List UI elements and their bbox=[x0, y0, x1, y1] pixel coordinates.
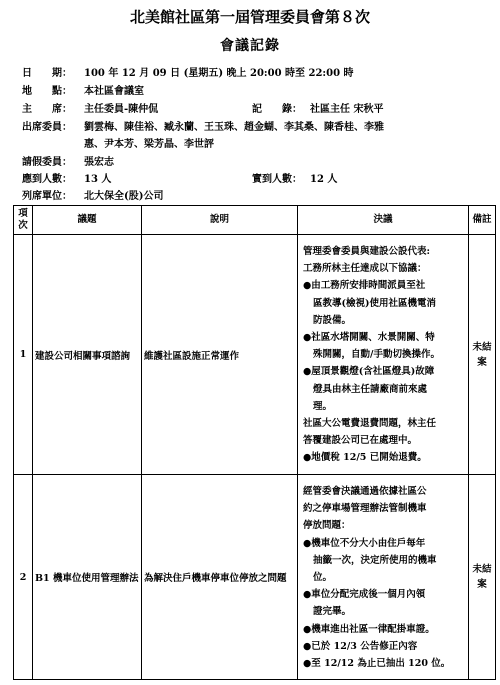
header-no: 項次 bbox=[14, 206, 33, 235]
decision-line: 工務所林主任達成以下協議： bbox=[303, 263, 427, 275]
recorder-value: 社區主任 宋秋平 bbox=[310, 104, 384, 115]
header-desc: 說明 bbox=[142, 206, 298, 235]
date-value: 100 年 12 月 09 日 (星期五) 晚上 20:00 時至 22:00 時 bbox=[84, 68, 354, 79]
attend-unit-value: 北大保全(股)公司 bbox=[84, 191, 164, 202]
decision-line: 證完畢。 bbox=[313, 606, 352, 618]
row-note: 未結案 bbox=[469, 235, 496, 475]
table-row bbox=[14, 235, 496, 475]
document-title: 北美館社區第一屆管理委員會第８次 bbox=[129, 8, 370, 26]
row-topic: B1 機車位使用管理辦法 bbox=[33, 475, 142, 680]
attendees-line2: 惠、尹本芳、梁芳晶、李世評 bbox=[84, 139, 214, 150]
attendees-label: 出席委員： bbox=[22, 122, 72, 133]
decision-line: 燈具由林主任請廠商前來處 bbox=[313, 383, 428, 395]
actual-row bbox=[252, 172, 337, 188]
decision-line: ●已於 12/3 公告修正內容 bbox=[303, 640, 418, 652]
place-value: 本社區會議室 bbox=[84, 86, 144, 97]
header-topic: 議題 bbox=[33, 206, 142, 235]
date-label: 日 期： bbox=[22, 68, 72, 79]
expected-value: 13 人 bbox=[84, 174, 112, 185]
row-decision bbox=[298, 235, 469, 475]
minutes-table bbox=[13, 205, 496, 680]
document-subtitle: 會議記錄 bbox=[220, 38, 280, 54]
row-desc: 為解決住戶機車停車位停放之問題 bbox=[142, 475, 298, 680]
attendees-row bbox=[22, 120, 84, 136]
attend-unit-label: 列席單位： bbox=[22, 191, 72, 202]
decision-line: ●至 12/12 為止已抽出 120 位。 bbox=[303, 658, 451, 670]
expected-row bbox=[22, 172, 111, 188]
row-decision bbox=[298, 475, 469, 680]
place-label: 地 點： bbox=[22, 86, 72, 97]
header-note: 備註 bbox=[469, 206, 496, 235]
decision-line: ●社區水塔開關、水景開關、特 bbox=[303, 332, 435, 344]
decision-line: 答覆建設公司已在處理中。 bbox=[303, 435, 418, 447]
decision-line: 位。 bbox=[313, 572, 333, 584]
decision-line: 管理委會委員與建設公設代表: bbox=[303, 246, 431, 257]
decision-line: ●機車進出社區一律配掛車證。 bbox=[303, 623, 435, 635]
chair-label: 主 席： bbox=[22, 104, 72, 115]
row-no: 2 bbox=[14, 475, 33, 680]
recorder-row bbox=[252, 102, 383, 118]
leave-label: 請假委員： bbox=[22, 157, 72, 168]
row-note: 未結案 bbox=[469, 475, 496, 680]
place-row bbox=[22, 84, 144, 100]
decision-line: 殊開關，自動/手動切換操作。 bbox=[313, 349, 440, 361]
decision-line: 區教導(檢視)使用社區機電消 bbox=[313, 297, 436, 309]
table-header-row bbox=[14, 206, 496, 235]
decision-line: ●機車位不分大小由住戶每年 bbox=[303, 537, 426, 549]
expected-label: 應到人數： bbox=[22, 174, 72, 185]
chair-row bbox=[22, 102, 158, 118]
row-no: 1 bbox=[14, 235, 33, 475]
decision-line: ●地價稅 12/5 已開始退費。 bbox=[303, 452, 427, 464]
decision-line: ●由工務所安排時間派員至社 bbox=[303, 280, 426, 292]
attendees-line1: 劉雲梅、陳佳裕、臧永蘭、王玉珠、趙金蝴、李其桑、陳香桂、李雅 bbox=[84, 122, 384, 133]
decision-line: 防設備。 bbox=[313, 314, 352, 326]
actual-label: 實到人數： bbox=[252, 174, 302, 185]
decision-line: 經管委會決議通過依據社區公 bbox=[303, 486, 427, 497]
decision-line: ●屋頂景觀燈(含社區燈具)故障 bbox=[303, 366, 435, 378]
row-topic: 建設公司相關事項諮詢 bbox=[33, 235, 142, 475]
decision-line: 理。 bbox=[313, 400, 333, 412]
decision-line: ●車位分配完成後一個月內領 bbox=[303, 589, 426, 601]
row-desc: 維護社區設施正常運作 bbox=[142, 235, 298, 475]
decision-line: 社區大公電費退費問題，林主任 bbox=[303, 418, 437, 430]
table-row bbox=[14, 475, 496, 680]
leave-value: 張宏志 bbox=[84, 157, 114, 168]
decision-line: 停放問題： bbox=[303, 520, 351, 532]
date-row bbox=[22, 66, 354, 82]
header-decision: 決議 bbox=[298, 206, 469, 235]
actual-value: 12 人 bbox=[310, 174, 338, 185]
decision-line: 抽籤一次，決定所使用的機車 bbox=[313, 554, 437, 566]
leave-row bbox=[22, 155, 114, 171]
chair-value: 主任委員-陳仲侃 bbox=[84, 104, 159, 115]
decision-line: 約之停車場管理辦法管制機車 bbox=[303, 503, 427, 515]
recorder-label: 記 錄： bbox=[252, 104, 302, 115]
attend-unit-row bbox=[22, 189, 163, 205]
